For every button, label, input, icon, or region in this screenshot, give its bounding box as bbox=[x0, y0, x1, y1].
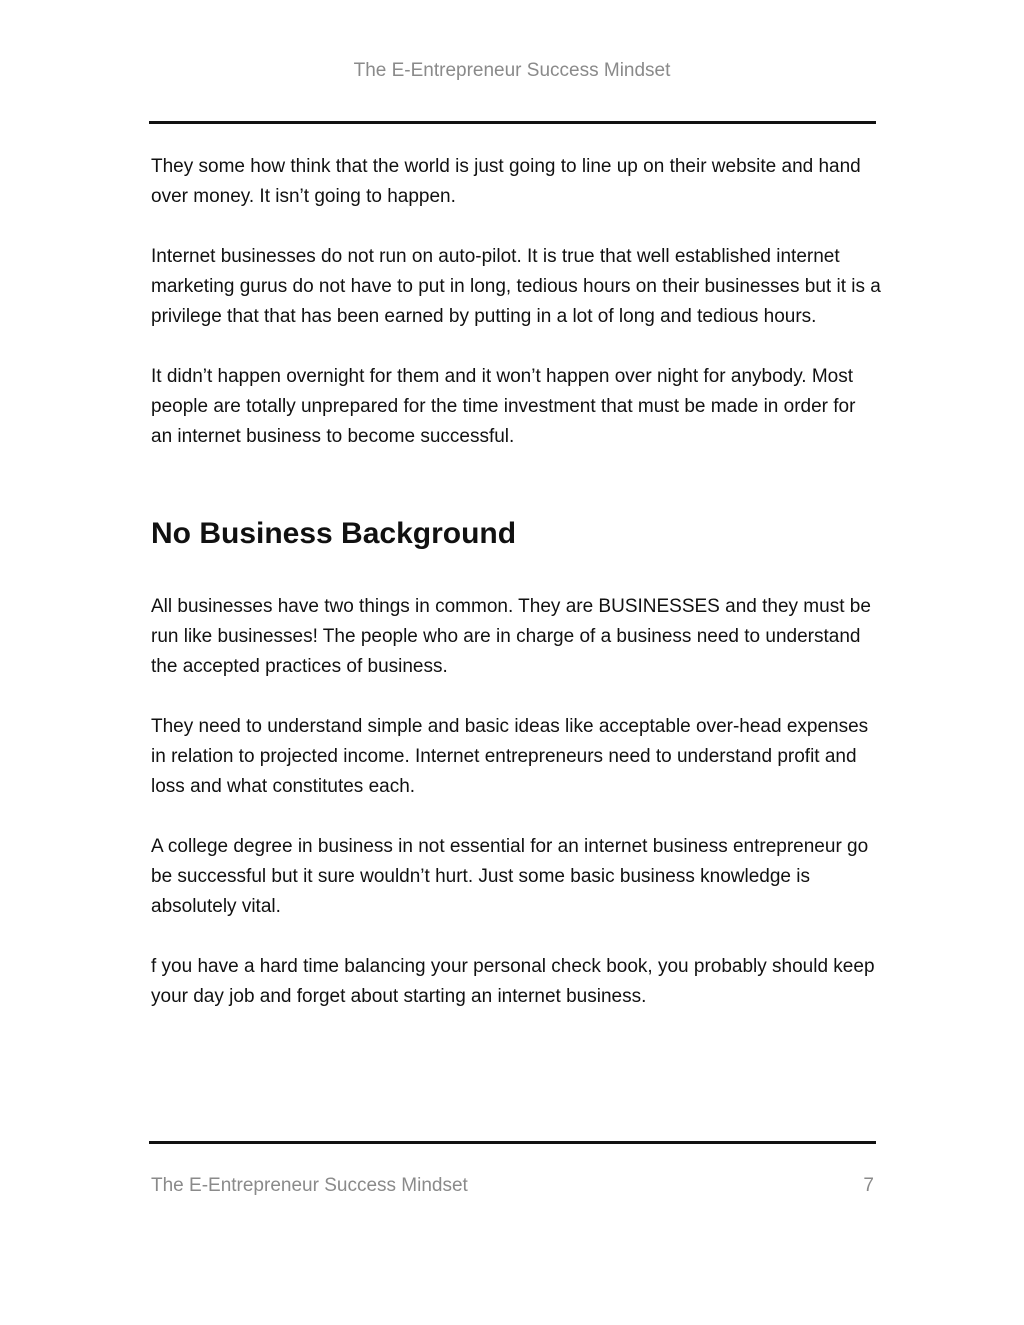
page-content bbox=[151, 152, 881, 1042]
section-spacer bbox=[151, 482, 881, 516]
section-heading: No Business Background bbox=[151, 517, 517, 550]
body-paragraph: They need to understand simple and basic ideas like acceptable over-head expenses in relation to projected income. Internet entrepreneurs need to understand profit and loss and what constitutes each. bbox=[151, 716, 869, 797]
body-paragraph: f you have a hard time balancing your personal check book, you probably should keep your day job and forget about starting an internet business. bbox=[151, 956, 875, 1007]
footer-title: The E-Entrepreneur Success Mindset bbox=[151, 1175, 468, 1196]
body-paragraph: It didn’t happen overnight for them and it won’t happen over night for anybody. Most people are totally unprepared for the time investment that must be made in order for an internet business to become successful. bbox=[151, 366, 856, 447]
footer-rule bbox=[149, 1141, 876, 1144]
body-paragraph: They some how think that the world is just going to line up on their website and hand over money. It isn’t going to happen. bbox=[151, 156, 861, 207]
body-paragraph: All businesses have two things in common. They are BUSINESSES and they must be run like businesses! The people who are in charge of a business need to understand the accepted practices of business. bbox=[151, 596, 871, 677]
running-header: The E-Entrepreneur Success Mindset bbox=[353, 60, 671, 81]
body-paragraph: Internet businesses do not run on auto-pilot. It is true that well established internet marketing gurus do not have to put in long, tedious hours on their businesses but it is a privilege that that has been earned by putting in a lot of long and tedious hours. bbox=[151, 246, 881, 327]
page-number: 7 bbox=[863, 1175, 874, 1196]
header-rule bbox=[149, 121, 876, 124]
body-paragraph: A college degree in business in not essential for an internet business entrepreneur go be successful but it sure wouldn’t hurt. Just some basic business knowledge is absolutely vital. bbox=[151, 836, 869, 917]
